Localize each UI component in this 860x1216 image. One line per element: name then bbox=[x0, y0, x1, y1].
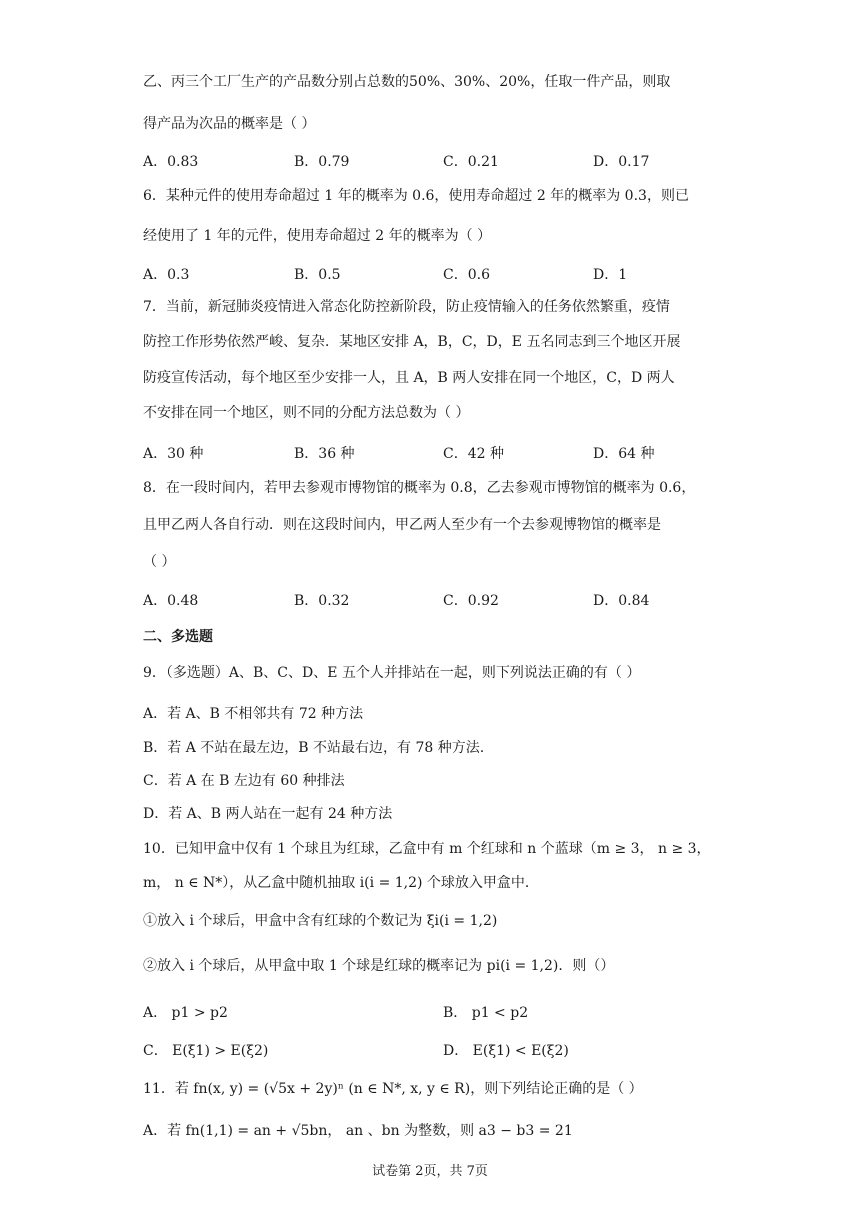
q8-option-a[interactable]: A．0.48 bbox=[143, 593, 199, 609]
q10-line1: 10．已知甲盒中仅有 1 个球且为红球，乙盒中有 m 个红球和 n 个蓝球（m ≥ 3， n ≥ 3， bbox=[143, 841, 711, 857]
q5-line2: 得产品为次品的概率是（ ） bbox=[143, 116, 316, 132]
q9-option-a[interactable]: A．若 A、B 不相邻共有 72 种方法 bbox=[143, 706, 364, 722]
q10-line4: ②放入 i 个球后，从甲盒中取 1 个球是红球的概率记为 pi(i = 1,2)．则（） bbox=[143, 958, 615, 974]
q8-line2: 且甲乙两人各自行动．则在这段时间内，甲乙两人至少有一个去参观博物馆的概率是 bbox=[143, 517, 661, 533]
q5-option-b[interactable]: B．0.79 bbox=[294, 154, 350, 170]
q8-option-b[interactable]: B．0.32 bbox=[294, 593, 350, 609]
q11-line1: 11．若 fn(x, y) = (√5x + 2y)ⁿ (n ∈ N*, x, y ∈ R)，则下列结论正确的是（ ） bbox=[143, 1081, 643, 1097]
q5-option-c[interactable]: C．0.21 bbox=[443, 154, 499, 170]
q6-option-b[interactable]: B．0.5 bbox=[294, 267, 341, 283]
q7-option-b[interactable]: B．36 种 bbox=[294, 446, 355, 462]
q10-option-c[interactable]: C． E(ξ1) > E(ξ2) bbox=[143, 1043, 269, 1059]
q6-line2: 经使用了 1 年的元件，使用寿命超过 2 年的概率为（ ） bbox=[143, 228, 492, 244]
q7-line2: 防控工作形势依然严峻、复杂．某地区安排 A，B，C，D，E 五名同志到三个地区开展 bbox=[143, 334, 681, 350]
q8-line1: 8．在一段时间内，若甲去参观市博物馆的概率为 0.8，乙去参观市博物馆的概率为 0.6， bbox=[143, 480, 696, 496]
q5-line1: 乙、丙三个工厂生产的产品数分别占总数的50%、30%、20%，任取一件产品，则取 bbox=[143, 74, 671, 90]
q10-option-d[interactable]: D． E(ξ1) < E(ξ2) bbox=[443, 1043, 569, 1059]
q6-option-a[interactable]: A．0.3 bbox=[143, 267, 190, 283]
q6-option-c[interactable]: C．0.6 bbox=[443, 267, 490, 283]
q7-option-c[interactable]: C．42 种 bbox=[443, 446, 504, 462]
q8-line3: （ ） bbox=[143, 554, 176, 570]
page-footer: 试卷第 2页，共 7页 bbox=[372, 1164, 488, 1179]
q10-line2: m， n ∈ N*），从乙盒中随机抽取 i(i = 1,2) 个球放入甲盒中． bbox=[143, 875, 539, 891]
q7-line1: 7．当前，新冠肺炎疫情进入常态化防控新阶段，防止疫情输入的任务依然繁重，疫情 bbox=[143, 299, 670, 315]
q7-option-a[interactable]: A．30 种 bbox=[143, 446, 204, 462]
q10-line3: ①放入 i 个球后，甲盒中含有红球的个数记为 ξi(i = 1,2) bbox=[143, 913, 498, 929]
q6-line1: 6．某种元件的使用寿命超过 1 年的概率为 0.6，使用寿命超过 2 年的概率为 0.3，则已 bbox=[143, 188, 689, 204]
q10-option-a[interactable]: A． p1 > p2 bbox=[143, 1005, 228, 1021]
q9-option-b[interactable]: B．若 A 不站在最左边，B 不站最右边，有 78 种方法. bbox=[143, 740, 485, 756]
q9-option-d[interactable]: D．若 A、B 两人站在一起有 24 种方法 bbox=[143, 806, 393, 822]
q10-option-b[interactable]: B． p1 < p2 bbox=[443, 1005, 529, 1021]
q9-line1: 9．（多选题）A、B、C、D、E 五个人并排站在一起，则下列说法正确的有（ ） bbox=[143, 665, 641, 681]
q7-line4: 不安排在同一个地区，则不同的分配方法总数为（ ） bbox=[143, 405, 470, 421]
q7-line3: 防疫宣传活动，每个地区至少安排一人，且 A，B 两人安排在同一个地区，C，D 两人 bbox=[143, 370, 675, 386]
q8-option-d[interactable]: D．0.84 bbox=[593, 593, 650, 609]
q11-option-a[interactable]: A．若 fn(1,1) = an + √5bn， an 、bn 为整数，则 a3 − b3 = 21 bbox=[143, 1123, 573, 1139]
q5-option-d[interactable]: D．0.17 bbox=[593, 154, 650, 170]
q8-option-c[interactable]: C．0.92 bbox=[443, 593, 499, 609]
q9-option-c[interactable]: C．若 A 在 B 左边有 60 种排法 bbox=[143, 773, 345, 789]
q5-option-a[interactable]: A．0.83 bbox=[143, 154, 199, 170]
q7-option-d[interactable]: D．64 种 bbox=[593, 446, 655, 462]
q6-option-d[interactable]: D．1 bbox=[593, 267, 628, 283]
section-heading: 二、多选题 bbox=[143, 629, 213, 645]
